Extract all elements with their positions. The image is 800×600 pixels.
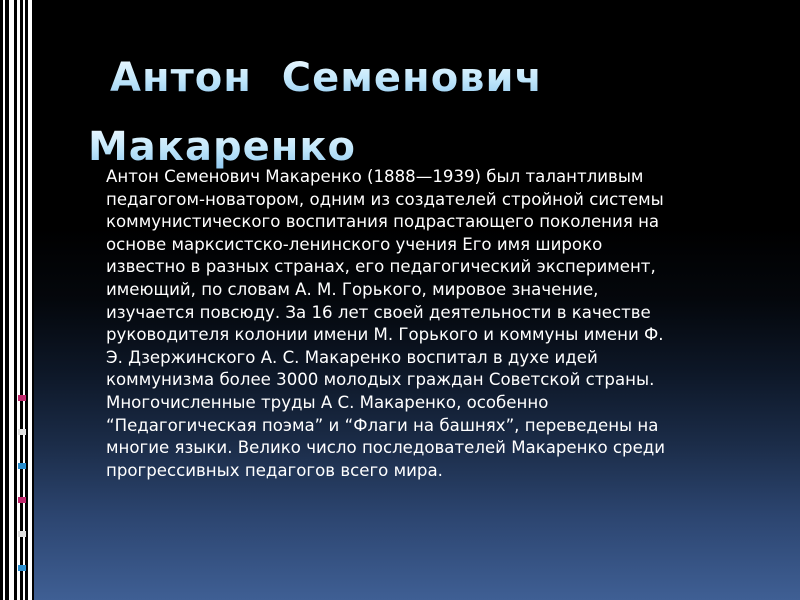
body-text-line: основе марксистско-ленинского учения Его имя широко bbox=[106, 234, 603, 254]
body-text-line: коммунизма более 3000 молодых граждан Советской страны. bbox=[106, 370, 655, 390]
body-text-line: многие языки. Велико число последователей Макаренко среди bbox=[106, 438, 666, 458]
decorative-color-dashes bbox=[18, 395, 26, 600]
decorative-stripe bbox=[28, 0, 32, 600]
body-text-line: “Педагогическая поэма” и “Флаги на башнях”, переведены на bbox=[106, 415, 659, 435]
slide-title-second-line: Макаренко bbox=[88, 124, 356, 170]
decorative-dash bbox=[18, 497, 26, 503]
body-text-line: педагогом-новатором, одним из создателей стройной системы bbox=[106, 189, 664, 209]
decorative-dash bbox=[18, 531, 26, 537]
body-text-line: Многочисленные труды А С. Макаренко, особенно bbox=[106, 392, 549, 412]
decorative-side-band bbox=[0, 0, 34, 600]
body-text-line: имеющий, по словам А. М. Горького, мировое значение, bbox=[106, 279, 599, 299]
decorative-dash bbox=[18, 463, 26, 469]
body-text-line: известно в разных странах, его педагогический эксперимент, bbox=[106, 257, 656, 277]
decorative-dash bbox=[18, 429, 26, 435]
decorative-stripe bbox=[9, 0, 14, 600]
body-text-line: коммунистического воспитания подрастающего поколения на bbox=[106, 212, 660, 232]
decorative-dash bbox=[18, 565, 26, 571]
body-text-line: изучается повсюду. За 16 лет своей деятельности в качестве bbox=[106, 302, 651, 322]
slide-title-first-line: Антон Семенович bbox=[110, 55, 543, 101]
body-text-line: Э. Дзержинского А. С. Макаренко воспитал в духе идей bbox=[106, 347, 598, 367]
body-text-line: прогрессивных педагогов всего мира. bbox=[106, 460, 443, 480]
body-text-line: Антон Семенович Макаренко (1888—1939) был талантливым bbox=[106, 167, 644, 186]
decorative-stripe bbox=[3, 0, 5, 600]
decorative-dash bbox=[18, 395, 26, 401]
body-text-line: руководителя колонии имени М. Горького и коммуны имени Ф. bbox=[106, 325, 664, 345]
slide-body-text bbox=[106, 166, 756, 482]
